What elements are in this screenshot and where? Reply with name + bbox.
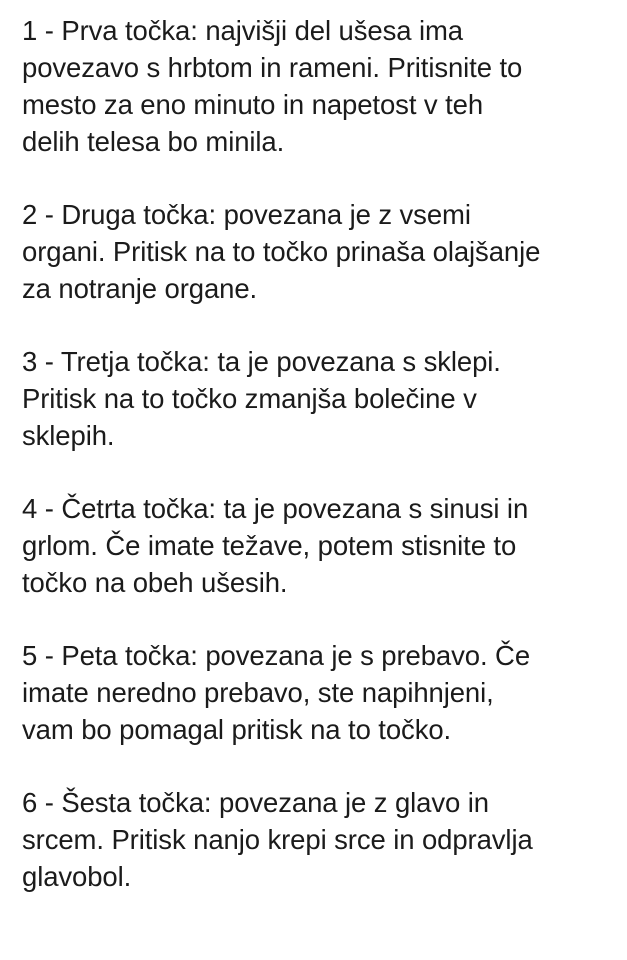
text-line: za notranje organe. <box>22 273 258 304</box>
text-line: sklepih. <box>22 420 115 451</box>
text-line: mesto za eno minuto in napetost v teh <box>22 89 484 120</box>
text-line: Pritisk na to točko zmanjša bolečine v <box>22 383 477 414</box>
text-line: srcem. Pritisk nanjo krepi srce in odpravlja <box>22 824 533 855</box>
text-line: 3 - Tretja točka: ta je povezana s sklepi. <box>22 346 501 377</box>
paragraph-point-3 <box>22 343 615 454</box>
paragraph-point-2 <box>22 196 615 307</box>
paragraph-point-4 <box>22 490 615 601</box>
text-line: točko na obeh ušesih. <box>22 567 288 598</box>
paragraph-point-6 <box>22 784 615 895</box>
text-line: povezavo s hrbtom in rameni. Pritisnite to <box>22 52 523 83</box>
text-line: imate neredno prebavo, ste napihnjeni, <box>22 677 494 708</box>
paragraph-point-1 <box>22 12 615 160</box>
text-line: delih telesa bo minila. <box>22 126 285 157</box>
text-line: 6 - Šesta točka: povezana je z glavo in <box>22 787 489 818</box>
text-line: 5 - Peta točka: povezana je s prebavo. Če <box>22 640 531 671</box>
text-line: 1 - Prva točka: najvišji del ušesa ima <box>22 15 463 46</box>
text-line: glavobol. <box>22 861 132 892</box>
text-line: 2 - Druga točka: povezana je z vsemi <box>22 199 471 230</box>
text-line: grlom. Če imate težave, potem stisnite to <box>22 530 517 561</box>
text-line: vam bo pomagal pritisk na to točko. <box>22 714 452 745</box>
text-line: organi. Pritisk na to točko prinaša olajšanje <box>22 236 541 267</box>
paragraph-point-5 <box>22 637 615 748</box>
text-line: 4 - Četrta točka: ta je povezana s sinusi in <box>22 493 529 524</box>
